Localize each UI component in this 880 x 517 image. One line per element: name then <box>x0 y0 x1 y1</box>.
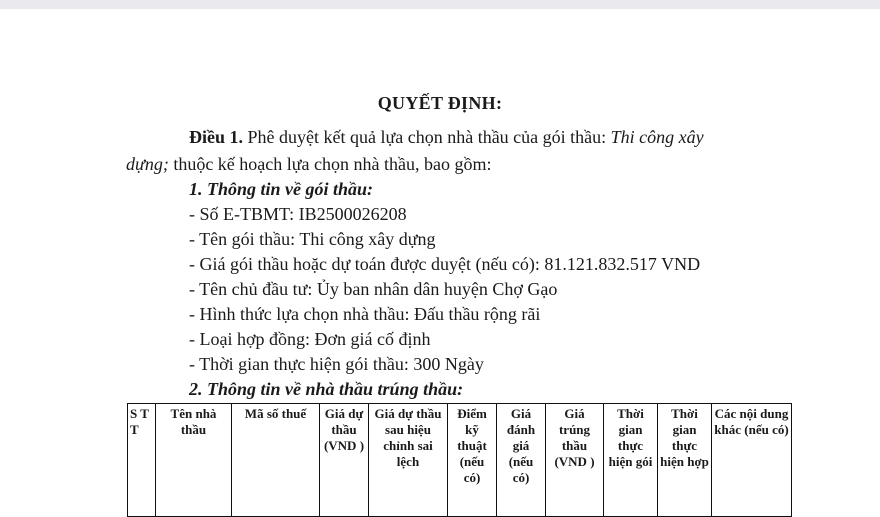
info-item: - Loại hợp đồng: Đơn giá cố định <box>189 329 431 349</box>
section-1-title: 1. Thông tin về gói thầu: <box>189 179 374 199</box>
col-header-technical-score: Điểm kỹ thuật (nếu có) <box>448 404 497 517</box>
document-page <box>0 9 880 495</box>
package-name-part1: Thi công xây <box>610 127 704 147</box>
winning-contractor-table <box>127 403 792 517</box>
info-item: - Giá gói thầu hoặc dự toán được duyệt (nếu có): 81.121.832.517 VND <box>189 254 701 274</box>
info-item: - Số E-TBMT: IB2500026208 <box>189 204 407 224</box>
info-item: - Thời gian thực hiện gói thầu: 300 Ngày <box>189 354 484 374</box>
package-name-part2: dựng; <box>126 154 169 174</box>
viewer-top-bar <box>0 0 880 9</box>
article-1-line-2 <box>126 154 491 175</box>
col-header-contractor-name: Tên nhà thầu <box>156 404 232 517</box>
info-item: - Tên gói thầu: Thi công xây dựng <box>189 229 436 249</box>
col-header-stt: S T T <box>128 404 156 517</box>
article-text-after: thuộc kế hoạch lựa chọn nhà thầu, bao gồm: <box>168 154 492 174</box>
section-2-title: 2. Thông tin về nhà thầu trúng thầu: <box>189 379 464 399</box>
table-header-row <box>128 404 792 517</box>
col-header-other-content: Các nội dung khác (nếu có) <box>712 404 792 517</box>
article-label: Điều 1. <box>189 127 243 147</box>
col-header-evaluated-price: Giá đánh giá (nếu có) <box>497 404 546 517</box>
info-item: - Hình thức lựa chọn nhà thầu: Đấu thầu rộng rãi <box>189 304 541 324</box>
col-header-winning-price: Giá trúng thầu (VND ) <box>546 404 604 517</box>
article-text-before: Phê duyệt kết quả lựa chọn nhà thầu của gói thầu: <box>243 127 611 147</box>
col-header-bid-price: Giá dự thầu (VND ) <box>320 404 369 517</box>
col-header-adjusted-bid: Giá dự thầu sau hiệu chỉnh sai lệch <box>369 404 448 517</box>
col-header-package-duration: Thời gian thực hiện gói <box>604 404 658 517</box>
col-header-contract-duration: Thời gian thực hiện hợp <box>658 404 712 517</box>
info-item: - Tên chủ đầu tư: Ủy ban nhân dân huyện Chợ Gạo <box>189 279 558 299</box>
decision-heading: QUYẾT ĐỊNH: <box>377 93 503 113</box>
article-1-line-1 <box>189 127 704 148</box>
col-header-tax-code: Mã số thuế <box>232 404 320 517</box>
